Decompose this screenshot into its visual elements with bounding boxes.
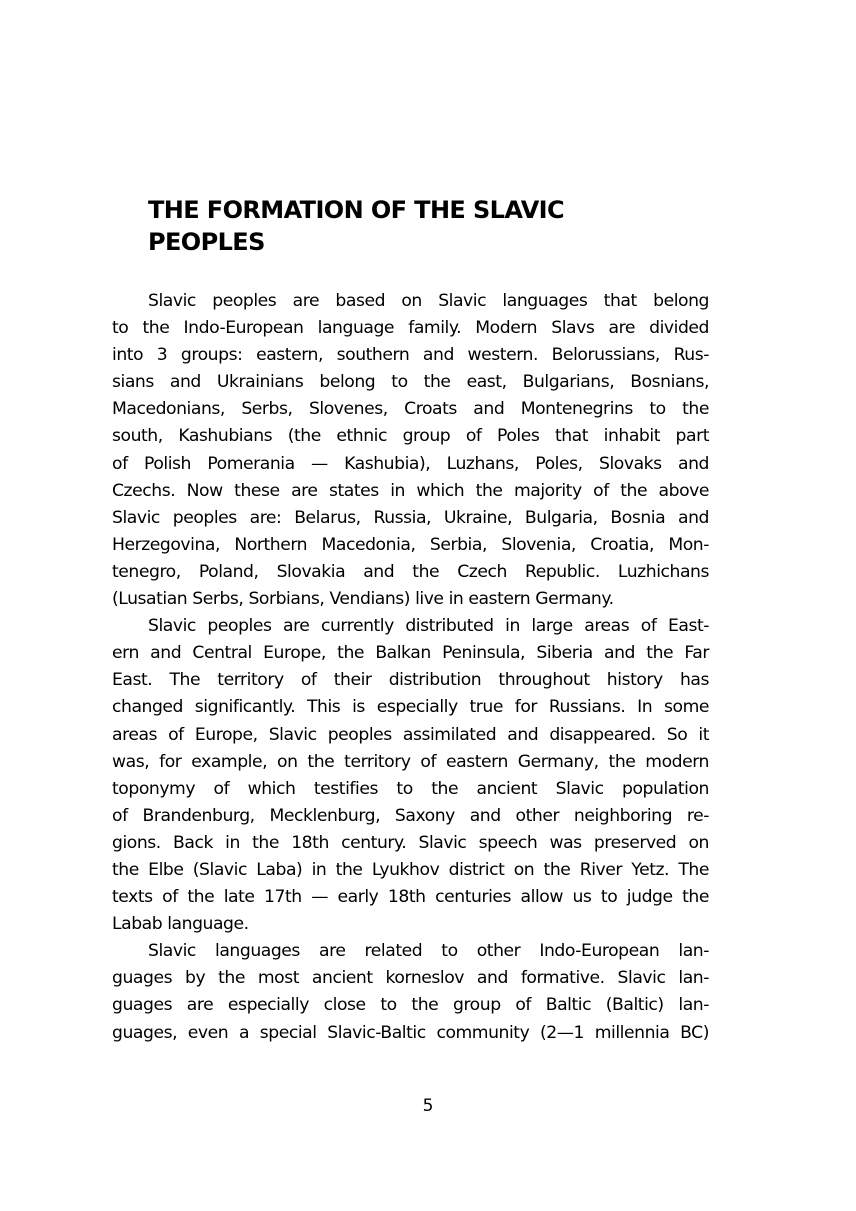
page-number: 5 xyxy=(422,1096,434,1116)
text-line: into 3 groups: eastern, southern and western. Belorussians, Rus- xyxy=(112,345,709,366)
body-text xyxy=(112,288,709,1047)
text-line: gions. Back in the 18th century. Slavic speech was preserved on xyxy=(112,832,709,853)
text-line: the Elbe (Slavic Laba) in the Lyukhov district on the River Yetz. The xyxy=(112,859,709,880)
text-line: guages are especially close to the group of Baltic (Baltic) lan- xyxy=(112,995,709,1016)
text-line: Labab language. xyxy=(112,914,249,935)
text-line: changed significantly. This is especially true for Russians. In some xyxy=(112,697,709,718)
text-line: Slavic peoples are based on Slavic languages that belong xyxy=(148,291,709,311)
text-line: of Brandenburg, Mecklenburg, Saxony and other neighboring re- xyxy=(112,805,709,826)
title-line-2: PEOPLES xyxy=(148,228,265,256)
text-line: sians and Ukrainians belong to the east, Bulgarians, Bosnians, xyxy=(112,372,709,393)
paragraph-2 xyxy=(112,613,709,938)
text-line: texts of the late 17th — early 18th centuries allow us to judge the xyxy=(112,887,709,908)
text-line: Slavic peoples are: Belarus, Russia, Ukraine, Bulgaria, Bosnia and xyxy=(112,507,709,528)
text-line: tenegro, Poland, Slovakia and the Czech Republic. Luzhichans xyxy=(112,561,709,582)
paragraph-3 xyxy=(112,938,709,1046)
text-line: to the Indo-European language family. Modern Slavs are divided xyxy=(112,318,709,339)
text-line: south, Kashubians (the ethnic group of Poles that inhabit part xyxy=(112,426,709,447)
text-line: ern and Central Europe, the Balkan Peninsula, Siberia and the Far xyxy=(112,643,709,664)
text-line: (Lusatian Serbs, Sorbians, Vendians) live in eastern Germany. xyxy=(112,589,614,610)
text-line: East. The territory of their distribution throughout history has xyxy=(112,670,709,691)
text-line: Slavic peoples are currently distributed in large areas of East- xyxy=(148,616,709,637)
text-line: guages by the most ancient korneslov and formative. Slavic lan- xyxy=(112,968,709,989)
page-title xyxy=(148,194,618,258)
title-line-1: THE FORMATION OF THE SLAVIC xyxy=(148,196,565,224)
text-line: toponymy of which testifies to the ancient Slavic population xyxy=(112,778,709,799)
text-line: Macedonians, Serbs, Slovenes, Croats and Montenegrins to the xyxy=(112,399,709,420)
text-line: guages, even a special Slavic-Baltic community (2—1 millennia BC) xyxy=(112,1022,709,1043)
text-line: Czechs. Now these are states in which the majority of the above xyxy=(112,480,709,501)
paragraph-1 xyxy=(112,288,709,613)
text-line: Herzegovina, Northern Macedonia, Serbia, Slovenia, Croatia, Mon- xyxy=(112,534,709,555)
text-line: areas of Europe, Slavic peoples assimilated and disappeared. So it xyxy=(112,724,709,745)
text-line: Slavic languages are related to other Indo-European lan- xyxy=(148,941,709,962)
text-line: was, for example, on the territory of eastern Germany, the modern xyxy=(112,751,709,772)
text-line: of Polish Pomerania — Kashubia), Luzhans, Poles, Slovaks and xyxy=(112,453,709,474)
